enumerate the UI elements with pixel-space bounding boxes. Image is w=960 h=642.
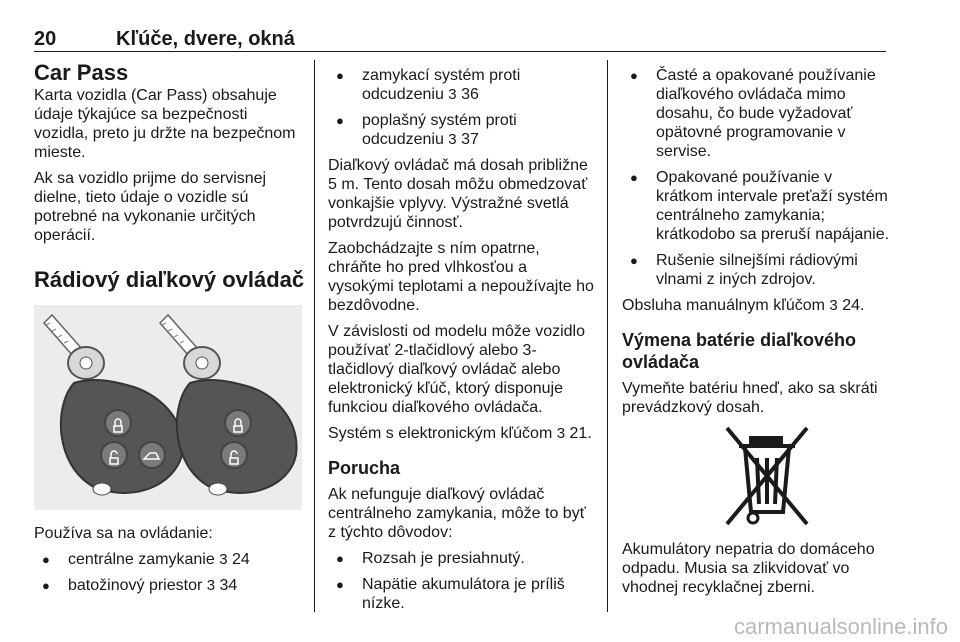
list-item: ● Rušenie silnejšími rádiovými vlnami z iných zdrojov. [622, 251, 890, 289]
column-3 [622, 60, 890, 604]
list-item: ● batožinový priestor 3 34 [34, 576, 306, 595]
chapter-title: Kľúče, dvere, okná [116, 28, 295, 50]
fault-list [328, 549, 596, 613]
column-divider [607, 60, 608, 612]
page-number: 20 [34, 28, 57, 50]
header-rule [34, 51, 886, 52]
page-reference-arrow-icon: 3 [219, 551, 228, 568]
column-2 [328, 60, 596, 620]
page-reference-arrow-icon: 3 [829, 297, 838, 314]
paragraph: Ak nefunguje diaľkový ovládač centrálneho zamykania, môže to byť z týchto dôvodov: [328, 486, 586, 541]
list-item: ● centrálne zamykanie 3 24 [34, 550, 306, 569]
crossed-out-bin-icon [717, 424, 817, 534]
column-1 [34, 60, 306, 602]
list-item: ● zamykací systém proti odcudzeniu 3 36 [328, 66, 596, 104]
column-divider [314, 60, 315, 612]
paragraph: Vymeňte batériu hneď, ako sa skráti prevádzkový dosah. [622, 380, 878, 416]
page-ref: 24 [842, 297, 861, 314]
list-item: ● Napätie akumulátora je príliš nízke. [328, 575, 596, 613]
watermark: carmanualsonline.info [733, 614, 948, 639]
list-item: ● poplašný systém proti odcudzeniu 3 37 [328, 111, 596, 149]
page-reference-arrow-icon: 3 [556, 425, 566, 442]
paragraph: V závislosti od modelu môže vozidlo používať 2-tlačidlový alebo 3-tlačidlový diaľkový ovládač alebo elektronický kľúč, ktorý disponuje funkciou diaľkového ovládača. [328, 323, 586, 416]
paragraph: Ak sa vozidlo prijme do servisnej dielne, tieto údaje o vozidle sú potrebné na vykonanie určitých operácií. [34, 170, 267, 244]
paragraph: Akumulátory nepatria do domáceho odpadu. Musia sa zlikvidovať vo vhodnej recyklačnej zberni. [622, 541, 875, 596]
list-item: ● Časté a opakované používanie diaľkového ovládača mimo dosahu, čo bude vyžadovať opätovné programovanie v servise. [622, 66, 890, 161]
page-reference-arrow-icon: 3 [448, 131, 457, 148]
paragraph: Diaľkový ovládač má dosah približne 5 m. Tento dosah môžu obmedzovať vonkajšie vplyvy. Výstražné svetlá potvrdzujú činnosť. [328, 157, 588, 231]
page-ref: 21 [569, 425, 588, 442]
remote-key-illustration [34, 305, 302, 510]
usage-list [34, 550, 306, 595]
paragraph: Zaobchádzajte s ním opatrne, chráňte ho pred vlhkosťou a vysokými teplotami a nepoužívajte ho bezdôvodne. [328, 240, 594, 314]
page-ref: 37 [461, 131, 479, 148]
heading-remote-control: Rádiový diaľkový ovládač [34, 267, 305, 292]
heading-battery-replacement: Výmena batérie diaľkového ovládača [622, 330, 857, 372]
usage-list-continued [328, 66, 596, 149]
page-reference-arrow-icon: 3 [448, 86, 457, 103]
page-ref: 34 [219, 577, 238, 594]
page-ref: 36 [461, 86, 479, 103]
paragraph: Používa sa na ovládanie: [34, 525, 213, 542]
list-item: ● Opakované používanie v krátkom intervale preťaží systém centrálneho zamykania; krátkodobo sa preruší napájanie. [622, 168, 890, 244]
paragraph: Obsluha manuálnym kľúčom 3 24. [622, 297, 865, 314]
page-header [34, 22, 886, 52]
page-ref: 24 [231, 551, 250, 568]
heading-fault: Porucha [328, 458, 401, 478]
paragraph: Karta vozidla (Car Pass) obsahuje údaje týkajúce sa bezpečnosti vozidla, preto ju držte na bezpečnom mieste. [34, 87, 296, 161]
heading-car-pass: Car Pass [34, 60, 129, 85]
fault-list-continued [622, 66, 890, 289]
paragraph: Systém s elektronickým kľúčom 3 21. [328, 425, 592, 442]
page-reference-arrow-icon: 3 [206, 577, 216, 594]
list-item: ● Rozsah je presiahnutý. [328, 549, 596, 568]
